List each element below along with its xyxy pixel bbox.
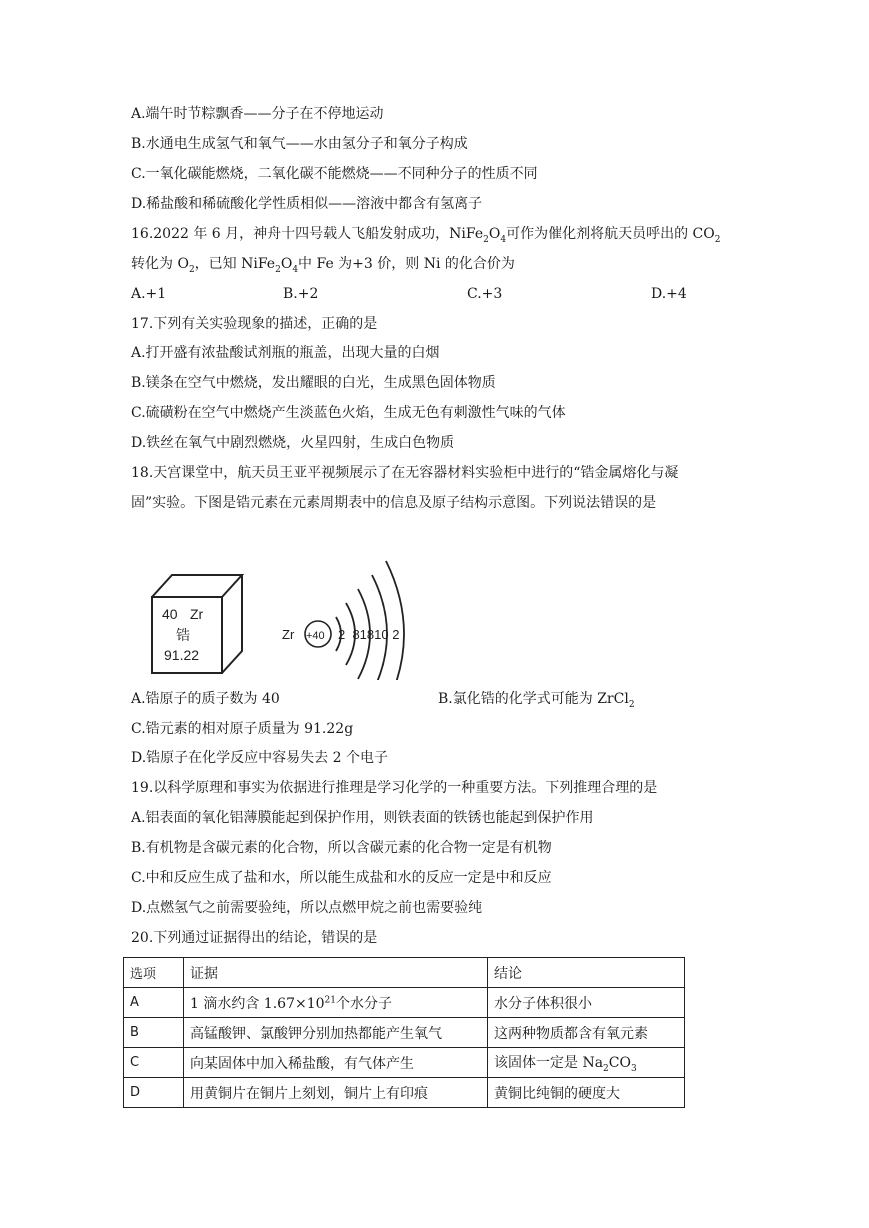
row-conclusion: 该固体一定是 $Na_2CO_3$ (488, 1048, 685, 1078)
q20-stem: 20.下列通过证据得出的结论，错误的是 (131, 930, 378, 946)
q16-option-d: D.+4 (651, 286, 687, 302)
q18-option-c: C.锆元素的相对原子质量为 91.22g (131, 721, 354, 737)
q18-option-b: B.氯化锆的化学式可能为 ZrCl$_2$ (438, 691, 635, 710)
q19-option-a: A.铝表面的氧化铝薄膜能起到保护作用，则铁表面的铁锈也能起到保护作用 (131, 810, 594, 826)
table-row (124, 1078, 685, 1108)
row-conclusion: 黄铜比纯铜的硬度大 (488, 1078, 685, 1108)
q17-option-c: C.硫磺粉在空气中燃烧产生淡蓝色火焰，生成无色有刺激性气味的气体 (131, 405, 566, 421)
q15-option-d: D.稀盐酸和稀硫酸化学性质相似——溶液中都含有氢离子 (131, 196, 483, 212)
q15-option-c: C.一氧化碳能燃烧，二氧化碳不能燃烧——不同种分子的性质不同 (131, 166, 538, 182)
q18-stem-line2: 固”实验。下图是锆元素在元素周期表中的信息及原子结构示意图。下列说法错误的是 (131, 495, 657, 511)
q19-stem: 19.以科学原理和事实为依据进行推理是学习化学的一种重要方法。下列推理合理的是 (131, 780, 658, 796)
element-name: 锆 (176, 628, 190, 644)
atomic-number: 40 (162, 606, 178, 622)
row-evidence: 1 滴水约含 $1.67\times 10^{21}$个水分子 (184, 988, 488, 1018)
atom-symbol: Zr (282, 627, 295, 642)
row-evidence: 高锰酸钾、氯酸钾分别加热都能产生氧气 (184, 1018, 488, 1048)
evidence-table (123, 957, 685, 1108)
q17-option-a: A.打开盛有浓盐酸试剂瓶的瓶盖，出现大量的白烟 (131, 345, 440, 361)
q19-option-d: D.点燃氢气之前需要验纯，所以点燃甲烷之前也需要验纯 (131, 900, 483, 916)
table-header-row (124, 958, 685, 988)
header-evidence: 证据 (184, 958, 488, 988)
q16-option-a: A.+1 (131, 286, 167, 302)
q15-option-a: A.端午时节粽飘香——分子在不停地运动 (131, 106, 384, 122)
electron-counts: 2 81810 2 (338, 627, 400, 642)
q19-option-c: C.中和反应生成了盐和水，所以能生成盐和水的反应一定是中和反应 (131, 870, 552, 886)
electron-shells (336, 561, 404, 680)
table-row (124, 1018, 685, 1048)
table-row (124, 1048, 685, 1078)
table-row (124, 988, 685, 1018)
q18-option-a: A.锆原子的质子数为 40 (131, 691, 280, 707)
q18-option-d: D.锆原子在化学反应中容易失去 2 个电子 (131, 750, 388, 766)
zirconium-figure (150, 535, 435, 680)
row-evidence: 用黄铜片在铜片上刻划，铜片上有印痕 (184, 1078, 488, 1108)
nucleus-charge: +40 (306, 630, 325, 642)
q17-option-d: D.铁丝在氧气中剧烈燃烧，火星四射，生成白色物质 (131, 435, 455, 451)
q16-stem-line2: 转化为 $O_2$，已知 $NiFe_2O_4$中 Fe 为+3 价，则 Ni 的化合价为 (131, 256, 515, 275)
row-conclusion: 水分子体积很小 (488, 988, 685, 1018)
row-option: A (124, 988, 184, 1018)
header-option: 选项 (124, 958, 184, 988)
q17-stem: 17.下列有关实验现象的描述，正确的是 (131, 316, 378, 332)
header-conclusion: 结论 (488, 958, 685, 988)
q18-stem-line1: 18.天宫课堂中，航天员王亚平视频展示了在无容器材料实验柜中进行的“锆金属熔化与凝 (131, 465, 679, 481)
row-conclusion: 这两种物质都含有氧元素 (488, 1018, 685, 1048)
q15-option-b: B.水通电生成氢气和氧气——水由氢分子和氧分子构成 (131, 136, 468, 152)
row-option: C (124, 1048, 184, 1078)
q16-stem-line1: 16.2022 年 6 月，神舟十四号载人飞船发射成功，$NiFe_2O_4$可作为催化剂将航天员呼出的 $CO_2$ (131, 226, 721, 245)
row-option: B (124, 1018, 184, 1048)
q16-option-b: B.+2 (283, 286, 319, 302)
element-symbol: Zr (190, 606, 204, 622)
row-evidence: 向某固体中加入稀盐酸，有气体产生 (184, 1048, 488, 1078)
q19-option-b: B.有机物是含碳元素的化合物，所以含碳元素的化合物一定是有机物 (131, 840, 552, 856)
q17-option-b: B.镁条在空气中燃烧，发出耀眼的白光，生成黑色固体物质 (131, 375, 496, 391)
q16-option-c: C.+3 (467, 286, 503, 302)
row-option: D (124, 1078, 184, 1108)
atomic-mass: 91.22 (164, 647, 200, 663)
